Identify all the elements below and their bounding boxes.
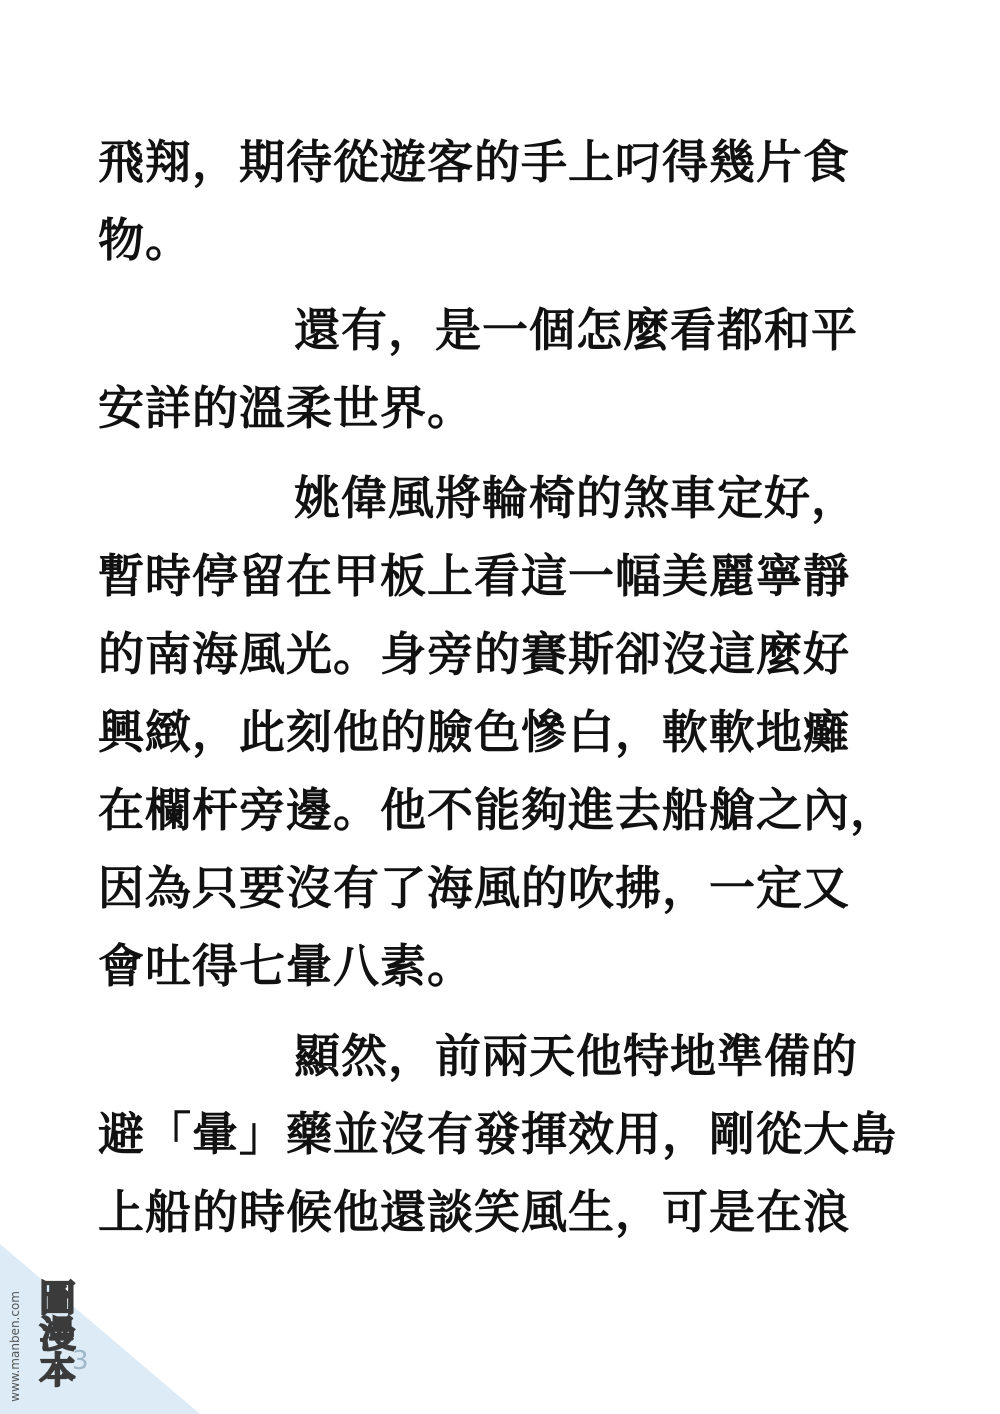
text-line-8: 興緻，此刻他的臉色慘白，軟軟地癱 [98, 705, 850, 759]
watermark-logo: 圖漫本 [34, 1279, 75, 1387]
text-line-5: 姚偉風將輪椅的煞車定好， [294, 471, 858, 525]
text-line-3: 還有，是一個怎麼看都和平 [294, 303, 858, 357]
text-line-1: 飛翔，期待從遊客的手上叼得幾片食 [98, 135, 850, 189]
text-line-7: 的南海風光。身旁的賽斯卻沒這麼好 [98, 627, 850, 681]
text-line-14: 上船的時候他還談笑風生，可是在浪 [98, 1185, 850, 1239]
text-line-10: 因為只要沒有了海風的吹拂，一定又 [98, 861, 850, 915]
text-line-12: 顯然，前兩天他特地準備的 [294, 1029, 858, 1083]
watermark-url: www.manben.com [8, 1291, 22, 1402]
watermark [0, 1234, 200, 1414]
text-line-2: 物。 [98, 213, 192, 267]
text-line-4: 安詳的溫柔世界。 [98, 381, 474, 435]
text-line-6: 暫時停留在甲板上看這一幅美麗寧靜 [98, 549, 850, 603]
text-line-13: 避「暈」藥並沒有發揮效用，剛從大島 [98, 1107, 897, 1161]
text-line-9: 在欄杆旁邊。他不能夠進去船艙之內， [98, 783, 897, 837]
text-line-11: 會吐得七暈八素。 [98, 939, 474, 993]
page-number: 3 [72, 1346, 89, 1376]
